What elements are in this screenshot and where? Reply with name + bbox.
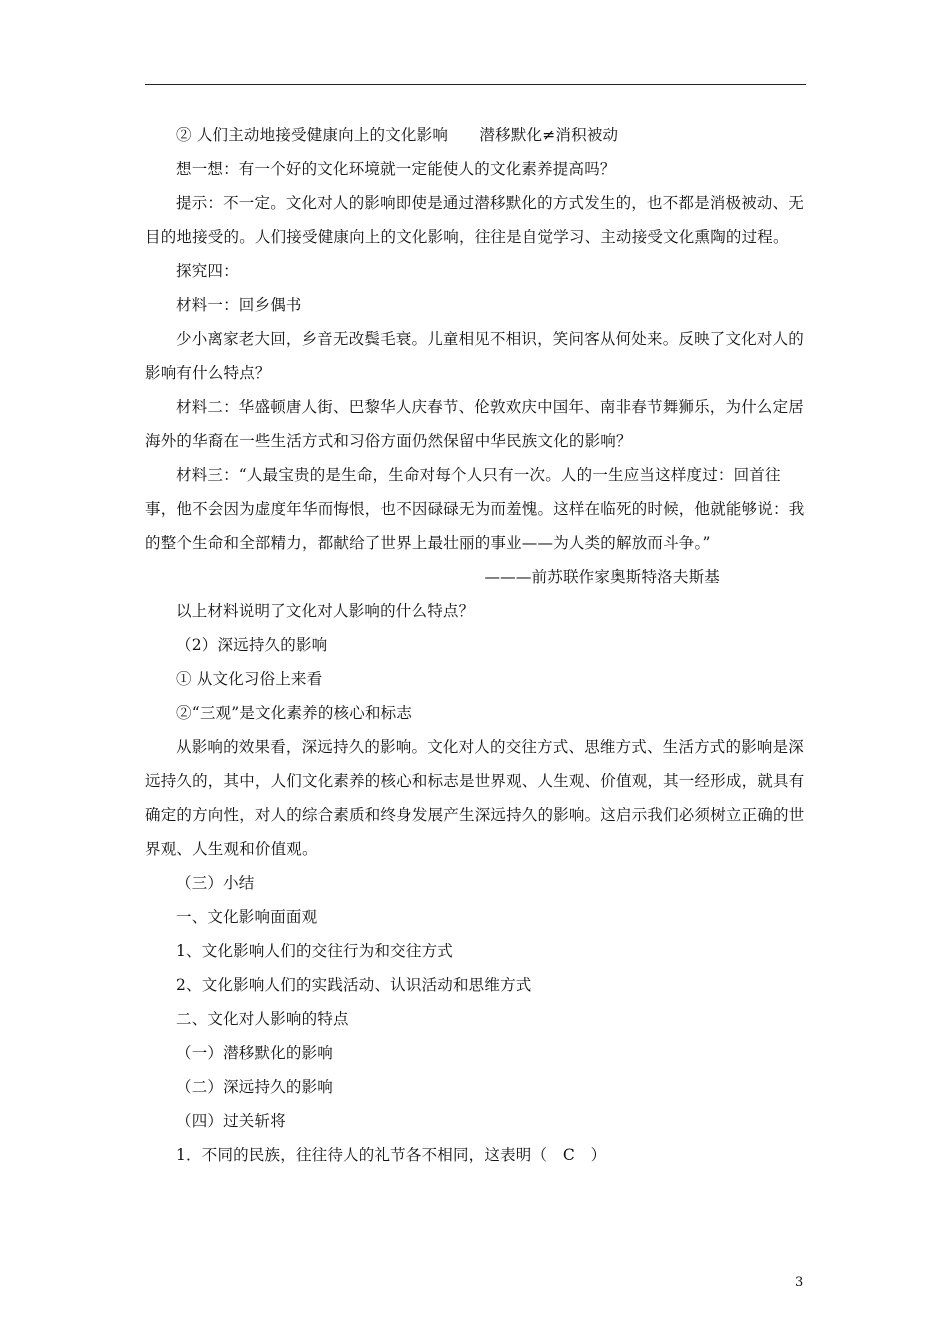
paragraph: 少小离家老大回，乡音无改鬓毛衰。儿童相见不相识，笑问客从何处来。反映了文化对人的影响有什么特点？	[145, 330, 805, 382]
paragraph: 二、文化对人影响的特点	[176, 1010, 349, 1028]
paragraph: 以上材料说明了文化对人影响的什么特点？	[176, 602, 475, 620]
paragraph: 材料一：回乡偶书	[176, 296, 302, 314]
header-rule	[145, 84, 806, 85]
paragraph: 1、文化影响人们的交往行为和交往方式	[176, 942, 453, 960]
paragraph: （三）小结	[176, 874, 255, 892]
paragraph: （二）深远持久的影响	[176, 1078, 334, 1096]
paragraph: 探究四：	[176, 262, 239, 280]
paragraph: 提示：不一定。文化对人的影响即使是通过潜移默化的方式发生的，也不都是消极被动、无目的地接受的。人们接受健康向上的文化影响，往往是自觉学习、主动接受文化熏陶的过程。	[145, 194, 805, 246]
paragraph: 材料三：“人最宝贵的是生命，生命对每个人只有一次。人的一生应当这样度过：回首往事，他不会因为虚度年华而悔恨，也不因碌碌无为而羞愧。这样在临死的时候，他就能够说：我的整个生命和全部精力，都献给了世界上最壮丽的事业——为人类的解放而斗争。”	[145, 466, 805, 552]
attribution: ———前苏联作家奥斯特洛夫斯基	[484, 568, 720, 586]
page-number: 3	[795, 1275, 804, 1290]
paragraph: （四）过关斩将	[176, 1112, 286, 1130]
paragraph: 2、文化影响人们的实践活动、认识活动和思维方式	[176, 976, 532, 994]
paragraph: （一）潜移默化的影响	[176, 1044, 334, 1062]
paragraph: 1．不同的民族，往往待人的礼节各不相同，这表明（ C ）	[176, 1146, 607, 1164]
document-body	[145, 118, 810, 1172]
paragraph: 材料二：华盛顿唐人街、巴黎华人庆春节、伦敦欢庆中国年、南非春节舞狮乐，为什么定居海外的华裔在一些生活方式和习俗方面仍然保留中华民族文化的影响？	[145, 398, 805, 450]
paragraph: 从影响的效果看，深远持久的影响。文化对人的交往方式、思维方式、生活方式的影响是深远持久的，其中，人们文化素养的核心和标志是世界观、人生观、价值观，其一经形成，就具有确定的方向性，对人的综合素质和终身发展产生深远持久的影响。这启示我们必须树立正确的世界观、人生观和价值观。	[145, 738, 805, 858]
paragraph: （2）深远持久的影响	[176, 636, 328, 654]
paragraph: ②“三观”是文化素养的核心和标志	[176, 704, 413, 722]
paragraph: ① 从文化习俗上来看	[176, 670, 323, 688]
paragraph: 想一想：有一个好的文化环境就一定能使人的文化素养提高吗？	[176, 160, 616, 178]
paragraph: 一、文化影响面面观	[176, 908, 318, 926]
paragraph: ② 人们主动地接受健康向上的文化影响 潜移默化≠消积被动	[176, 126, 619, 144]
